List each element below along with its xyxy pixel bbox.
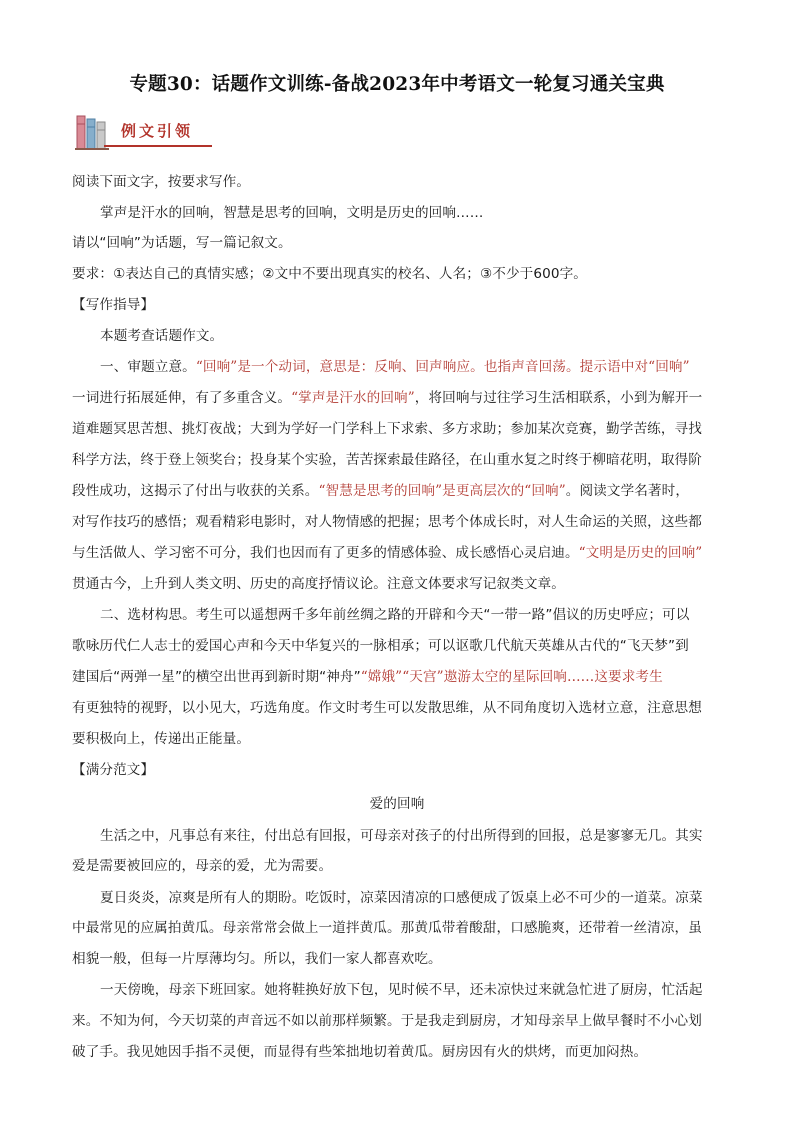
essay-line: 一天傍晚，母亲下班回家。她将鞋换好放下包，见时候不早，还未凉快过来就急忙进了厨房，忙活起 (100, 982, 703, 998)
essay-title: 爱的回响 (369, 796, 425, 812)
essay-line: 生活之中，凡事总有来往，付出总有回报，可母亲对孩子的付出所得到的回报，总是寥寥无几。其实 (100, 828, 703, 844)
section-banner (74, 112, 214, 152)
guide-paragraph-line: 一、审题立意。“回响”是一个动词，意思是：反响、回声响应。也指声音回荡。提示语中对“回响” (100, 359, 690, 375)
guide-paragraph-line: 贯通古今，上升到人类文明、历史的高度抒情议论。注意文体要求写记叙类文章。 (72, 576, 565, 592)
guide-paragraph-line: 要积极向上，传递出正能量。 (72, 731, 251, 747)
guide-paragraph-line: 二、选材构思。考生可以遥想两千多年前丝绸之路的开辟和今天“一带一路”倡议的历史呼应；可以 (100, 607, 690, 623)
prompt-line: 阅读下面文字，按要求写作。 (72, 174, 251, 190)
essay-line: 破了手。我见她因手指不灵便，而显得有些笨拙地切着黄瓜。厨房因有火的烘烤，而更加闷热。 (72, 1044, 648, 1060)
guide-paragraph-line: 道难题冥思苦想、挑灯夜战；大到为学好一门学科上下求索、多方求助；参加某次竞赛，勤学苦练，寻找 (72, 421, 702, 437)
highlight-text: “掌声是汗水的回响” (291, 390, 415, 406)
prompt-topic: 请以“回响”为话题，写一篇记叙文。 (72, 235, 292, 251)
prompt-quote: 掌声是汗水的回响，智慧是思考的回响，文明是历史的回响…… (100, 205, 484, 221)
guide-heading: 【写作指导】 (72, 297, 155, 313)
highlight-text: “嫦娥”“天宫”遨游太空的星际回响……这要求考生 (360, 669, 663, 685)
banner-label: 例文引领 (121, 122, 194, 140)
essay-line: 来。不知为何，今天切菜的声音远不如以前那样频繁。于是我走到厨房，才知母亲早上做早餐时不小心划 (72, 1013, 702, 1029)
guide-intro: 本题考查话题作文。 (100, 328, 224, 344)
document-title: 专题30：话题作文训练-备战2023年中考语文一轮复习通关宝典 (129, 74, 665, 95)
highlight-text: “回响”是一个动词，意思是：反响、回声响应。也指声音回荡。提示语中对“回响” (195, 359, 690, 375)
essay-line: 相貌一般，但每一片厚薄均匀。所以，我们一家人都喜欢吃。 (72, 951, 442, 967)
essay-line: 中最常见的应属拍黄瓜。母亲常常会做上一道拌黄瓜。那黄瓜带着酸甜，口感脆爽，还带着一丝清凉，虽 (72, 920, 702, 936)
essay-heading: 【满分范文】 (72, 762, 155, 778)
guide-paragraph-line: 段性成功，这揭示了付出与收获的关系。“智慧是思考的回响”是更高层次的“回响”。阅读文学名著时， (72, 483, 690, 499)
essay-line: 夏日炎炎，凉爽是所有人的期盼。吃饭时，凉菜因清凉的口感便成了饭桌上必不可少的一道菜。凉菜 (100, 890, 703, 906)
guide-paragraph-line: 有更独特的视野，以小见大，巧选角度。作文时考生可以发散思维，从不同角度切入选材立意，注意思想 (72, 700, 702, 716)
guide-paragraph-line: 建国后“两弹一星”的横空出世再到新时期“神舟”“嫦娥”“天宫”遨游太空的星际回响……这要求考生 (72, 669, 663, 685)
highlight-text: “智慧是思考的回响”是更高层次的“回响” (318, 483, 566, 499)
guide-paragraph-line: 与生活做人、学习密不可分，我们也因而有了更多的情感体验、成长感悟心灵启迪。“文明是历史的回响” (72, 545, 703, 561)
highlight-text: “文明是历史的回响” (578, 545, 703, 561)
banner-underline (104, 145, 212, 147)
prompt-requirements: 要求：①表达自己的真情实感；②文中不要出现真实的校名、人名；③不少于600字。 (72, 266, 587, 282)
guide-paragraph-line: 科学方法，终于登上领奖台；投身某个实验，苦苦探索最佳路径，在山重水复之时终于柳暗花明，取得阶 (72, 452, 702, 468)
guide-paragraph-line: 歌咏历代仁人志士的爱国心声和今天中华复兴的一脉相承；可以讴歌几代航天英雄从古代的“飞天梦”到 (72, 638, 689, 654)
guide-paragraph-line: 对写作技巧的感悟；观看精彩电影时，对人物情感的把握；思考个体成长时，对人生命运的关照，这些都 (72, 514, 702, 530)
guide-paragraph-line: 一词进行拓展延伸，有了多重含义。“掌声是汗水的回响”，将回响与过往学习生活相联系，小到为解开一 (72, 390, 703, 406)
essay-line: 爱是需要被回应的，母亲的爱，尤为需要。 (72, 858, 333, 874)
